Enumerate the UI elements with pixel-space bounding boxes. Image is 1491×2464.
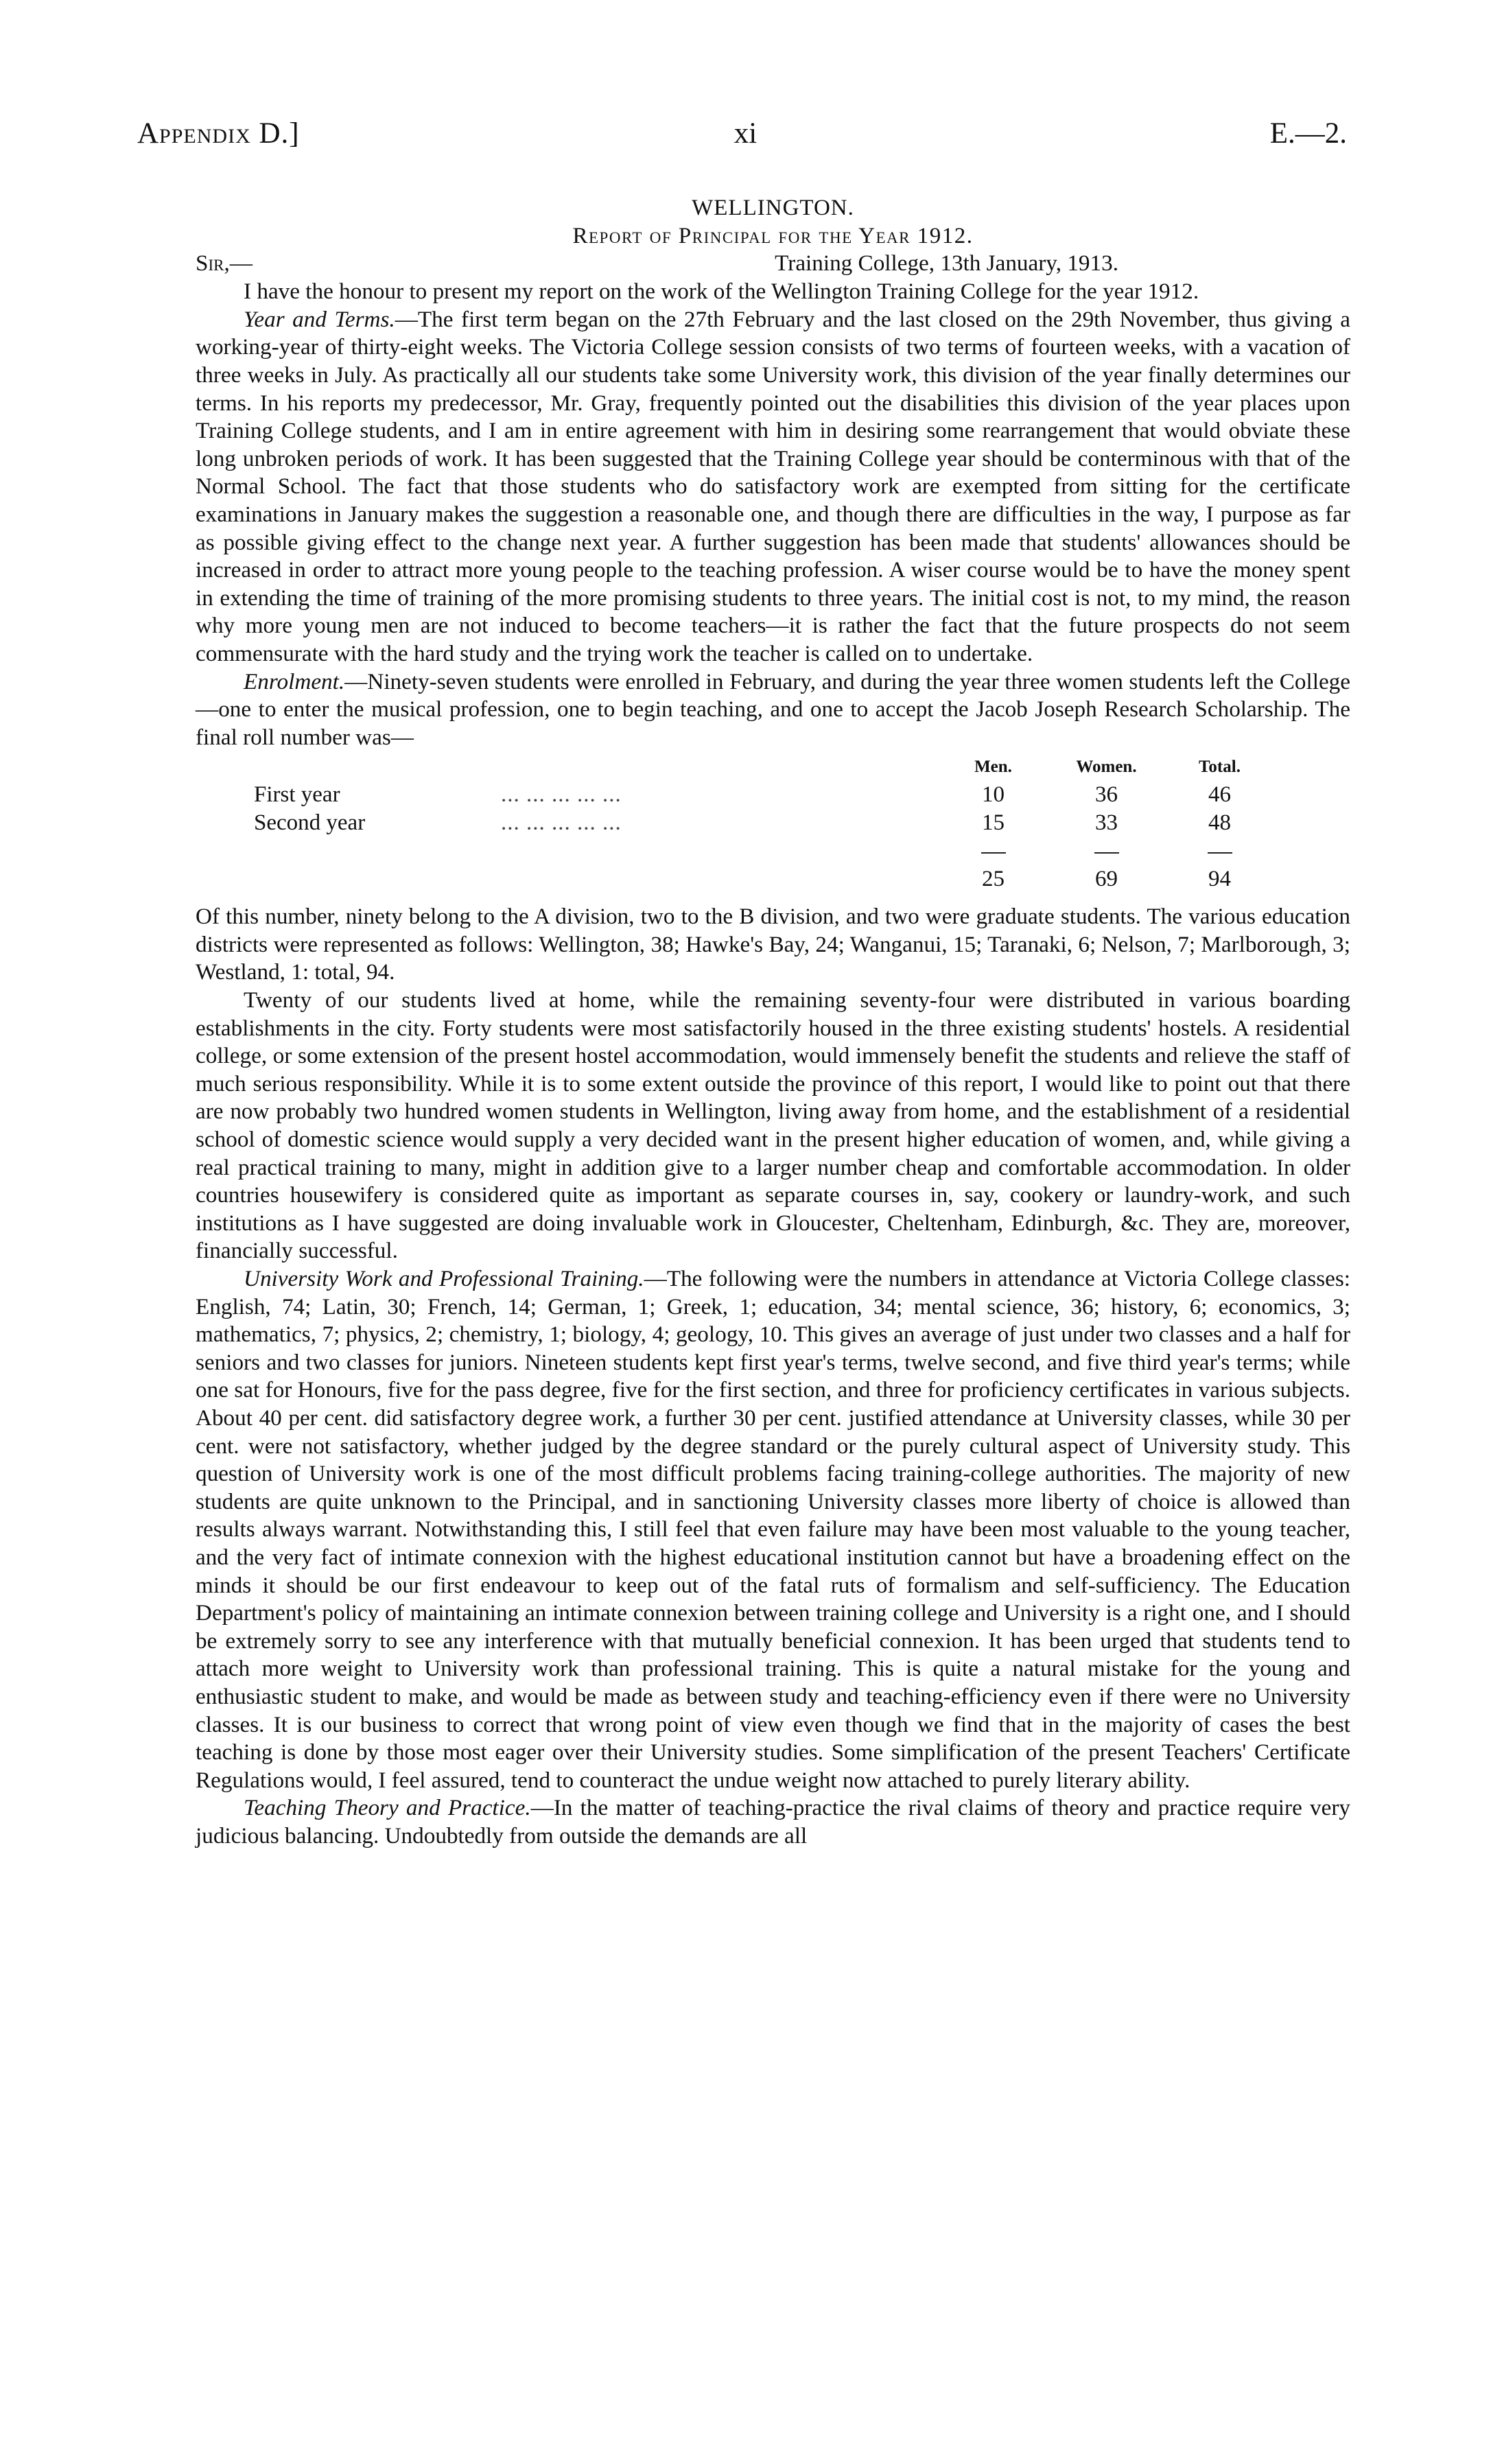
row-label: Second year xyxy=(254,810,366,836)
salutation: Sir,— xyxy=(196,250,253,277)
row-label: First year xyxy=(254,782,340,808)
header-document-code: E.—2. xyxy=(1269,117,1347,150)
leader-dots: ... ... ... ... ... xyxy=(501,782,622,808)
women-cell: 36 xyxy=(1095,782,1118,808)
roll-table xyxy=(254,753,1273,893)
totals-row xyxy=(254,865,1273,893)
residence-paragraph: Twenty of our students lived at home, while the remaining seventy-four were distributed in various boarding establishments in the city. Forty students were most satisfactorily housed in the three existing students' hostels. A residential college, or some extension of the present hostel accommodation, would immensely benefit the students and relieve the staff of much serious responsibility. While it is to some extent outside the province of this report, I would like to point out that there are now probably two hundred women students in Wellington, living away from home, and the establishment of a residential school of domestic science would supply a very decided want in the present higher education of women, and, while giving a real practical training to many, might in addition give to a larger number cheap and comfortable accommodation. In older countries housewifery is considered quite as important as separate courses in, say, cookery or laundry-work, and such institutions as I have suggested are doing invaluable work in Gloucester, Cheltenham, Edinburgh, &c. They are, moreover, financially successful. xyxy=(196,987,1350,1264)
teaching-paragraph xyxy=(196,1794,1350,1850)
enrolment-paragraph xyxy=(196,668,1350,752)
women-cell: 33 xyxy=(1095,810,1118,836)
sum-rule xyxy=(1208,852,1232,854)
col-women: Women. xyxy=(1076,758,1137,777)
salutation-line xyxy=(196,250,1350,278)
university-heading: University Work and Professional Training. xyxy=(244,1266,644,1291)
header-appendix: Appendix D.] xyxy=(137,117,300,150)
report-body xyxy=(196,189,1350,1850)
report-subtitle: Report of Principal for the Year 1912. xyxy=(572,223,974,248)
dateline: Training College, 13th January, 1913. xyxy=(775,250,1118,277)
enrolment-text: —Ninety-seven students were enrolled in February, and during the year three women students left the College—one to enter the musical profession, one to begin teaching, and one to accept the Jacob Joseph Research Scholarship. The final roll number was— xyxy=(196,668,1350,750)
sum-rule-row xyxy=(254,837,1273,865)
total-cell: 48 xyxy=(1208,810,1231,836)
table-row xyxy=(254,781,1273,809)
university-text: —The following were the numbers in attendance at Victoria College classes: English, 74; Latin, 30; French, 14; German, 1; Greek, 1; education, 34; mental science, 36; history, 6; economics, 3; mathematics, 7; physics, 2; chemistry, 1; biology, 4; geology, 10. This gives an average of just under two classes and a half for seniors and two classes for juniors. Nineteen students kept first year's terms, twelve second, and five third year's terms; while one sat for Honours, five for the pass degree, five for the first section, and three for proficiency certificates in various subjects. About 40 per cent. did satisfactory degree work, a further 30 per cent. justified attendance at University classes, while 30 per cent. were not satisfactory, whether judged by the degree standard or the purely cultural aspect of University study. This question of University work is one of the most difficult problems facing training-college authorities. The majority of new students are quite unknown to the Principal, and in sanctioning University classes more liberty of choice is allowed than results always warrant. Notwithstanding this, I still feel that even failure may have been most valuable to the young teacher, and the very fact of intimate connexion with the highest educational institution cannot but have a broadening effect on the minds it should be our first endeavour to keep out of the fatal ruts of formalism and self-sufficiency. The Education Department's policy of maintaining an intimate connexion between training college and University is a right one, and I should be extremely sorry to see any interference with that mutually beneficial connexion. It has been urged that students tend to attach more weight to University work than professional training. This is quite a natural mistake for the young and enthusiastic student to make, and would be made as between study and teaching-efficiency even if there were no University classes. It is our business to correct that wrong point of view even though we find that in the majority of cases the best teaching is done by those most eager over their University studies. Some simplification of the present Teachers' Certificate Regulations would, I feel assured, tend to counteract the undue weight now attached to purely literary ability. xyxy=(196,1266,1350,1793)
total-cell: 46 xyxy=(1208,782,1231,808)
col-total: Total. xyxy=(1199,758,1241,777)
university-paragraph xyxy=(196,1265,1350,1794)
teaching-text: —In the matter of teaching-practice the rival claims of theory and practice require very judicious balancing. Undoubtedly from outside the demands are all xyxy=(196,1795,1350,1849)
enrolment-heading: Enrolment. xyxy=(244,668,345,694)
sum-rule xyxy=(981,852,1006,854)
table-row xyxy=(254,809,1273,837)
men-cell: 10 xyxy=(982,782,1005,808)
header-page-number: xi xyxy=(733,117,758,150)
roll-header-row xyxy=(254,753,1273,781)
leader-dots: ... ... ... ... ... xyxy=(501,810,622,836)
intro-paragraph: I have the honour to present my report on the work of the Wellington Training College for the year 1912. xyxy=(244,279,1199,305)
sum-rule xyxy=(1094,852,1119,854)
teaching-heading: Teaching Theory and Practice. xyxy=(244,1795,531,1821)
grand-total: 94 xyxy=(1208,867,1231,892)
districts-paragraph: Of this number, ninety belong to the A division, two to the B division, and two were graduate students. The various education districts were represented as follows: Wellington, 38; Hawke's Bay, 24; Wanganui, 15; Taranaki, 6; Nelson, 7; Marlborough, 3; Westland, 1: total, 94. xyxy=(196,904,1350,985)
women-total: 69 xyxy=(1095,867,1118,892)
year-terms-text: —The first term began on the 27th February and the last closed on the 29th November, thus giving a working-year of thirty-eight weeks. The Victoria College session consists of two terms of fourteen weeks, with a vacation of three weeks in July. As practically all our students take some University work, this division of the year finally determines our terms. In his reports my predecessor, Mr. Gray, frequently pointed out the disabilities this division of the year places upon Training College students, and I am in entire agreement with him in desiring some rearrangement that would obviate these long unbroken periods of work. It has been suggested that the Training College year should be conterminous with that of the Normal School. The fact that those students who do satisfactory work are exempted from sitting for the certificate examinations in January makes the suggestion a reasonable one, and though there are difficulties in the way, I purpose as far as possible giving effect to the change next year. A further suggestion has been made that students' allowances should be increased in order to attract more young people to the teaching profession. A wiser course would be to have the money spent in extending the time of training of the more promising students to three years. The initial cost is not, to my mind, the reason why more young men are not induced to become teachers—it is rather the fact that the future prospects do not seem commensurate with the hard study and the trying work the teacher is called on to undertake. xyxy=(196,306,1350,666)
running-header xyxy=(0,117,1491,158)
col-men: Men. xyxy=(974,758,1012,777)
men-total: 25 xyxy=(982,867,1005,892)
year-terms-heading: Year and Terms. xyxy=(244,306,395,332)
men-cell: 15 xyxy=(982,810,1005,836)
year-terms-paragraph xyxy=(196,306,1350,668)
report-title: WELLINGTON. xyxy=(692,196,854,220)
